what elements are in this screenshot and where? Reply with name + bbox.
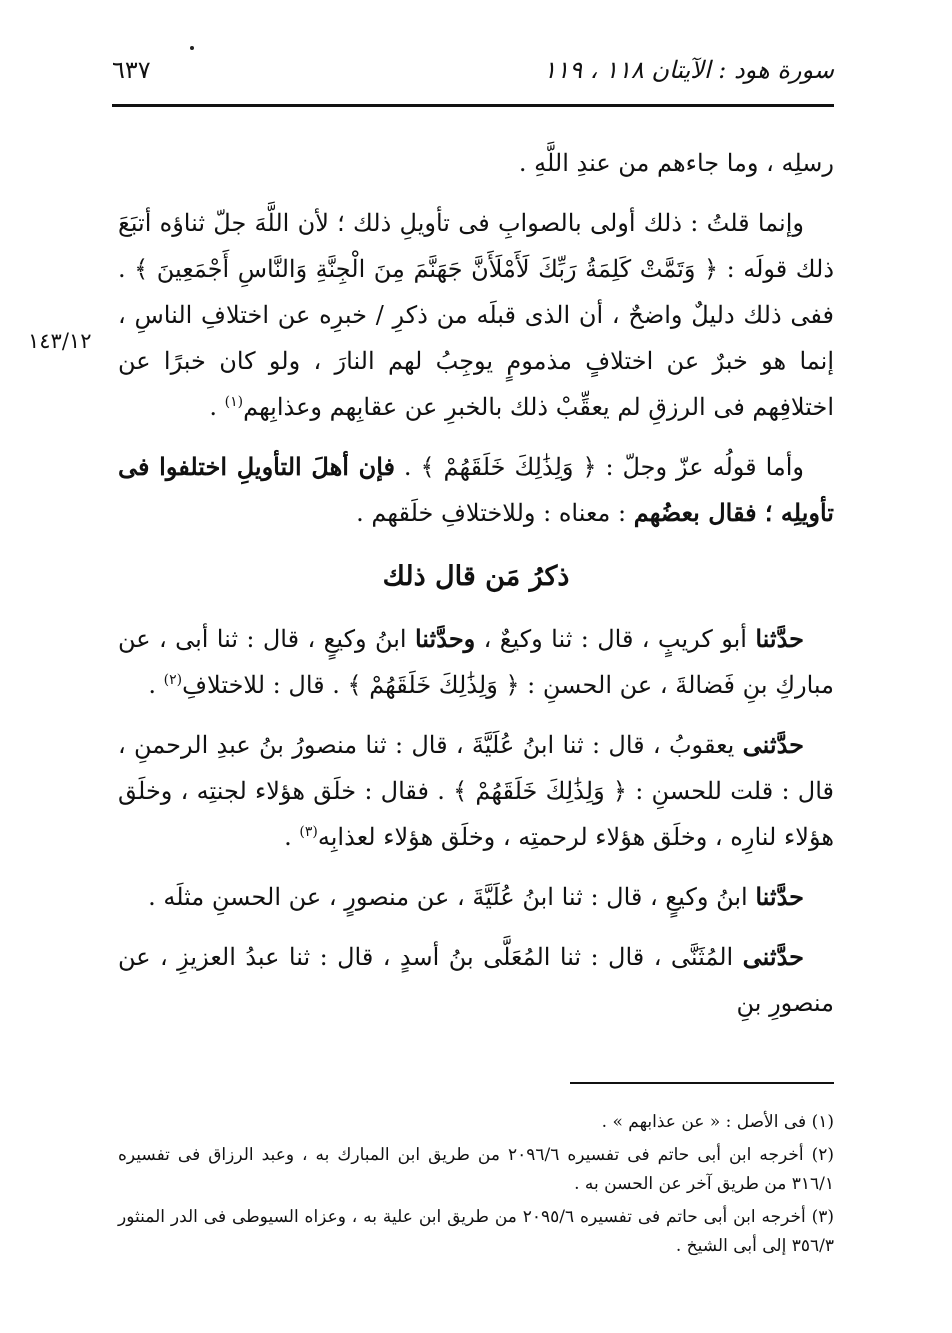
footnote-ref: (٢)	[163, 672, 183, 688]
quran-verse: ﴿ وَلِذَٰلِكَ خَلَقَهُمْ ﴾	[347, 671, 520, 699]
header-rule	[112, 104, 834, 107]
paragraph-2: وإنما قلتُ : ذلك أولى بالصوابِ فى تأويلِ ذلك ؛ لأن اللَّهَ جلّ ثناؤه أتبَعَ ذلك قولَه : ﴿ وَتَمَّتْ كَلِمَةُ رَبِّكَ لَأَمْلَأَنَّ جَهَنَّمَ مِنَ الْجِنَّةِ وَالنَّاسِ أَجْمَعِينَ ﴾ . ففى ذلك دليلٌ واضحٌ ، أن الذى قبلَه من ذكرِ / خبرِه عن اختلافِ الناسِ ، إنما هو خبرٌ عن اختلافٍ مذمومٍ يوجِبُ لهم النارَ ، ولو كان خبرًا عن اختلافِهم فى الرزقِ لم يعقِّبْ ذلك بالخبرِ عن عقابِهم وعذابِهم$^{(١)}$ .	[118, 209, 835, 421]
paragraph-3: وأما قولُه عزّ وجلّ : ﴿ وَلِذَٰلِكَ خَلَقَهُمْ ﴾ . فإن أهلَ التأويلِ اختلفوا فى تأويلِه ؛ فقال بعضُهم : معناه : وللاختلافِ خلَقهم .	[118, 452, 834, 527]
paragraph-4: حدَّثنا أبو كريبٍ ، قال : ثنا وكيعٌ ، وحدَّثنا ابنُ وكيعٍ ، قال : ثنا أبى ، عن مباركِ بنِ فَضالةَ ، عن الحسنِ : ﴿ وَلِذَٰلِكَ خَلَقَهُمْ ﴾ . قال : للاختلافِ$^{(٢)}$ .	[118, 624, 834, 699]
margin-reference: ١٤٣/١٢	[28, 329, 92, 353]
ink-speck	[190, 46, 194, 50]
footnote-rule	[570, 1082, 834, 1084]
running-header	[112, 56, 834, 96]
quran-verse: ﴿ وَلِذَٰلِكَ خَلَقَهُمْ ﴾	[453, 777, 627, 805]
footnote-2: (٢) أخرجه ابن أبى حاتم فى تفسيره ٢٠٩٦/٦ من طريق ابن المبارك به ، وعبد الرزاق فى تفسيره ٣١٦/١ من طريق آخر عن الحسن به .	[118, 1145, 835, 1194]
paragraph-1: رسلِه ، وما جاءهم من عندِ اللَّهِ .	[518, 149, 834, 177]
quran-verse: ﴿ وَتَمَّتْ كَلِمَةُ رَبِّكَ لَأَمْلَأَنَّ جَهَنَّمَ مِنَ الْجِنَّةِ وَالنَّاسِ أَجْمَعِينَ ﴾	[134, 255, 719, 283]
footnotes	[118, 1108, 834, 1265]
paragraph-5: حدَّثنى يعقوبُ ، قال : ثنا ابنُ عُلَيَّةَ ، قال : ثنا منصورُ بنُ عبدِ الرحمنِ ، قال : قلت للحسنِ : ﴿ وَلِذَٰلِكَ خَلَقَهُمْ ﴾ . فقال : خلَق هؤلاء لجنتِه ، وخلَق هؤلاء لنارِه ، وخلَق هؤلاء لرحمتِه ، وخلَق هؤلاء لعذابِه$^{(٣)}$ .	[118, 730, 834, 851]
paragraph-7: حدَّثنى المُثَنَّى ، قال : ثنا المُعَلَّى بنُ أسدٍ ، قال : ثنا عبدُ العزيزِ ، عن منصورِ بنِ	[118, 942, 834, 1017]
footnote-3: (٣) أخرجه ابن أبى حاتم فى تفسيره ٢٠٩٥/٦ من طريق ابن علية به ، وعزاه السيوطى فى الدر المنثور ٣٥٦/٣ إلى أبى الشيخ .	[118, 1207, 834, 1256]
section-heading: ذكرُ مَن قال ذلك	[382, 561, 570, 592]
footnote-ref: (١)	[224, 394, 244, 410]
main-text	[118, 140, 834, 1026]
page-number: ٦٣٧	[112, 56, 151, 84]
quran-verse: ﴿ وَلِذَٰلِكَ خَلَقَهُمْ ﴾	[420, 453, 597, 481]
footnote-1: (١) فى الأصل : « عن عذابهم » .	[601, 1112, 834, 1132]
header-title: سورة هود : الآيتان ١١٨ ، ١١٩	[543, 56, 834, 84]
paragraph-6: حدَّثنا ابنُ وكيعٍ ، قال : ثنا ابنُ عُلَيَّةَ ، عن منصورٍ ، عن الحسنِ مثلَه .	[148, 882, 804, 911]
footnote-ref: (٣)	[299, 824, 318, 840]
